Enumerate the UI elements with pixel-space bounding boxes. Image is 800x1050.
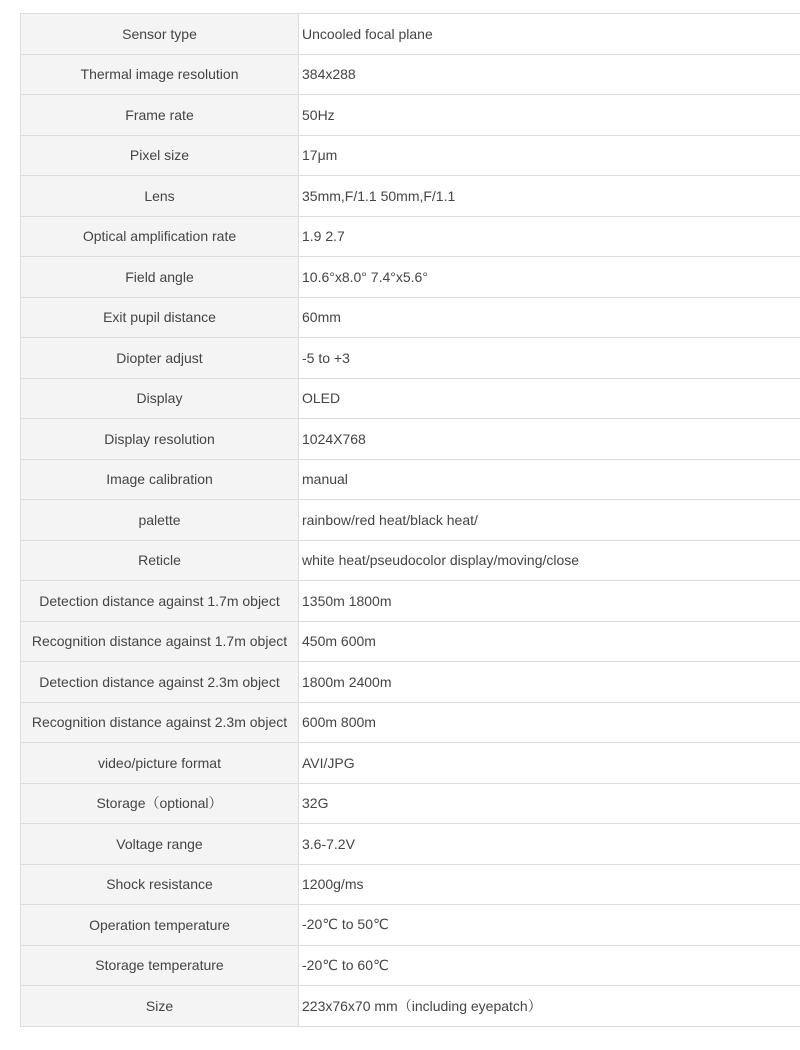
spec-value: 32G <box>299 783 800 824</box>
spec-value: 1800m 2400m <box>299 662 800 703</box>
spec-value: 223x76x70 mm（including eyepatch） <box>299 986 800 1027</box>
spec-value: Uncooled focal plane <box>299 14 800 55</box>
table-row <box>21 824 800 865</box>
spec-value: -5 to +3 <box>299 338 800 379</box>
spec-value: AVI/JPG <box>299 743 800 784</box>
spec-label: Lens <box>21 176 299 217</box>
spec-value: 60mm <box>299 297 800 338</box>
spec-label: Detection distance against 1.7m object <box>21 581 299 622</box>
spec-label: Display resolution <box>21 419 299 460</box>
table-row <box>21 864 800 905</box>
spec-label: Optical amplification rate <box>21 216 299 257</box>
table-row <box>21 257 800 298</box>
spec-label: Operation temperature <box>21 905 299 946</box>
spec-value: white heat/pseudocolor display/moving/close <box>299 540 800 581</box>
spec-value: 600m 800m <box>299 702 800 743</box>
spec-value: 17μm <box>299 135 800 176</box>
spec-value: rainbow/red heat/black heat/ <box>299 500 800 541</box>
table-row <box>21 783 800 824</box>
spec-label: Image calibration <box>21 459 299 500</box>
table-row <box>21 743 800 784</box>
spec-table-body <box>21 14 800 1027</box>
table-row <box>21 581 800 622</box>
spec-label: Reticle <box>21 540 299 581</box>
table-row <box>21 216 800 257</box>
spec-label: Diopter adjust <box>21 338 299 379</box>
spec-label: Field angle <box>21 257 299 298</box>
table-row <box>21 176 800 217</box>
spec-value: OLED <box>299 378 800 419</box>
table-row <box>21 905 800 946</box>
spec-label: Recognition distance against 2.3m object <box>21 702 299 743</box>
spec-value: 10.6°x8.0° 7.4°x5.6° <box>299 257 800 298</box>
table-row <box>21 459 800 500</box>
table-row <box>21 540 800 581</box>
table-row <box>21 14 800 55</box>
table-row <box>21 945 800 986</box>
table-row <box>21 135 800 176</box>
table-row <box>21 662 800 703</box>
table-row <box>21 986 800 1027</box>
spec-label: video/picture format <box>21 743 299 784</box>
spec-label: Thermal image resolution <box>21 54 299 95</box>
spec-value: 1024X768 <box>299 419 800 460</box>
table-row <box>21 702 800 743</box>
spec-value: -20℃ to 60℃ <box>299 945 800 986</box>
table-row <box>21 419 800 460</box>
table-row <box>21 338 800 379</box>
spec-table <box>20 13 800 1027</box>
table-row <box>21 621 800 662</box>
spec-label: Shock resistance <box>21 864 299 905</box>
spec-label: Frame rate <box>21 95 299 136</box>
table-row <box>21 54 800 95</box>
spec-value: 1200g/ms <box>299 864 800 905</box>
spec-value: 50Hz <box>299 95 800 136</box>
spec-label: Pixel size <box>21 135 299 176</box>
spec-value: 384x288 <box>299 54 800 95</box>
spec-value: 35mm,F/1.1 50mm,F/1.1 <box>299 176 800 217</box>
spec-label: Display <box>21 378 299 419</box>
spec-label: Detection distance against 2.3m object <box>21 662 299 703</box>
table-row <box>21 297 800 338</box>
table-row <box>21 500 800 541</box>
spec-value: 3.6-7.2V <box>299 824 800 865</box>
spec-label: Voltage range <box>21 824 299 865</box>
spec-label: Size <box>21 986 299 1027</box>
spec-label: palette <box>21 500 299 541</box>
spec-value: 1350m 1800m <box>299 581 800 622</box>
table-row <box>21 378 800 419</box>
spec-label: Storage temperature <box>21 945 299 986</box>
table-row <box>21 95 800 136</box>
spec-value: 450m 600m <box>299 621 800 662</box>
spec-value: manual <box>299 459 800 500</box>
spec-label: Sensor type <box>21 14 299 55</box>
spec-value: 1.9 2.7 <box>299 216 800 257</box>
spec-label: Exit pupil distance <box>21 297 299 338</box>
spec-label: Recognition distance against 1.7m object <box>21 621 299 662</box>
spec-label: Storage（optional） <box>21 783 299 824</box>
spec-value: -20℃ to 50℃ <box>299 905 800 946</box>
